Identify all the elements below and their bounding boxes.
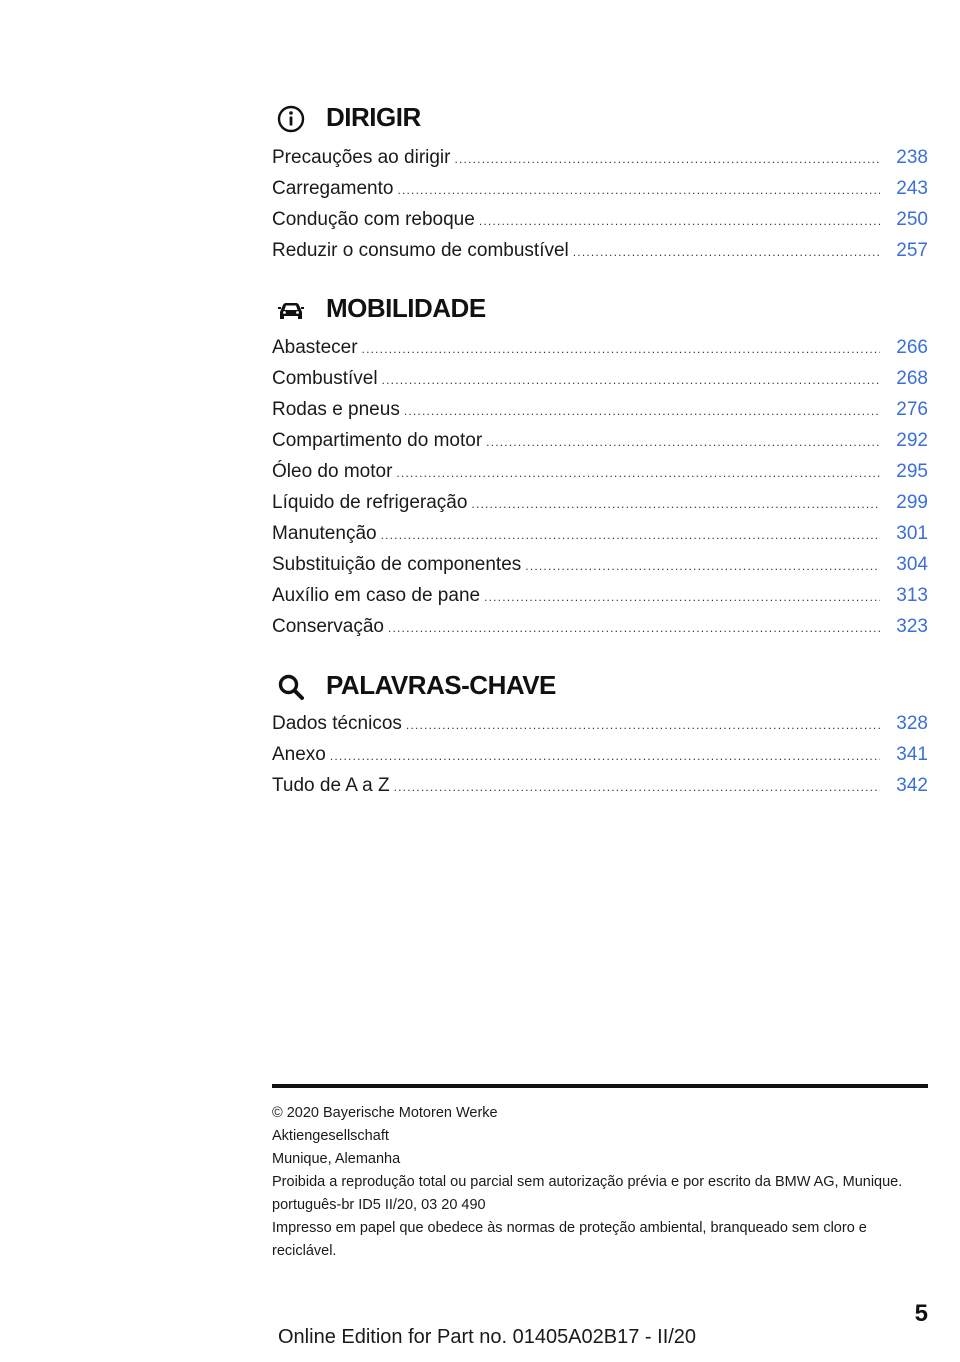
- imprint: [272, 1102, 928, 1263]
- toc-entry-label: Precauções ao dirigir: [272, 147, 451, 168]
- toc-entry-label: Carregamento: [272, 178, 394, 199]
- toc-entry[interactable]: [272, 580, 928, 611]
- section-title: PALAVRAS-CHAVE: [326, 670, 556, 700]
- toc-list: [272, 142, 928, 266]
- toc-entry-label: Rodas e pneus: [272, 399, 400, 420]
- search-icon: [276, 672, 306, 702]
- toc-entry[interactable]: [272, 363, 928, 394]
- leader-dots: [396, 458, 880, 489]
- toc-page-link[interactable]: 301: [896, 523, 928, 544]
- leader-dots: [397, 175, 880, 206]
- toc-entry[interactable]: [272, 456, 928, 487]
- toc-list: [272, 708, 928, 801]
- toc-entry[interactable]: [272, 142, 928, 173]
- toc-entry[interactable]: [272, 425, 928, 456]
- toc-page-link[interactable]: 299: [896, 492, 928, 513]
- toc-entry[interactable]: [272, 332, 928, 363]
- toc-entry-label: Manutenção: [272, 523, 377, 544]
- info-icon: [276, 104, 306, 134]
- section-header: [272, 668, 928, 708]
- car-icon: [276, 295, 306, 325]
- toc-page-link[interactable]: 313: [896, 585, 928, 606]
- toc-entry-label: Substituição de componentes: [272, 554, 522, 575]
- leader-dots: [381, 520, 880, 551]
- section-header: [272, 291, 928, 331]
- imprint-location: Munique, Alemanha: [272, 1151, 401, 1167]
- toc-page-link[interactable]: 238: [896, 147, 928, 168]
- toc-entry[interactable]: [272, 739, 928, 770]
- toc-entry[interactable]: [272, 518, 928, 549]
- toc-entry[interactable]: [272, 173, 928, 204]
- leader-dots: [454, 144, 880, 175]
- toc-entry-label: Óleo do motor: [272, 461, 393, 482]
- imprint-paper: Impresso em papel que obedece às normas de proteção ambiental, branqueado sem cloro e reciclável.: [272, 1220, 867, 1259]
- toc-entry-label: Dados técnicos: [272, 713, 402, 734]
- toc-entry-label: Auxílio em caso de pane: [272, 585, 481, 606]
- toc-entry-label: Condução com reboque: [272, 209, 475, 230]
- section-title: MOBILIDADE: [326, 293, 486, 323]
- section-palavras-chave: [272, 668, 928, 801]
- leader-dots: [362, 334, 880, 365]
- toc-entry-label: Anexo: [272, 744, 326, 765]
- leader-dots: [330, 741, 880, 772]
- toc-entry-label: Tudo de A a Z: [272, 775, 390, 796]
- toc-page-link[interactable]: 292: [896, 430, 928, 451]
- section-header: [272, 100, 928, 140]
- imprint-divider: [272, 1084, 928, 1088]
- toc-page-link[interactable]: 243: [896, 178, 928, 199]
- toc-entry[interactable]: [272, 204, 928, 235]
- toc-entry-label: Abastecer: [272, 337, 358, 358]
- toc-entry-label: Conservação: [272, 616, 384, 637]
- toc-page-link[interactable]: 250: [896, 209, 928, 230]
- leader-dots: [525, 551, 880, 582]
- toc-entry[interactable]: [272, 549, 928, 580]
- toc-page-link[interactable]: 304: [896, 554, 928, 575]
- toc-page-link[interactable]: 295: [896, 461, 928, 482]
- leader-dots: [382, 365, 880, 396]
- toc-entry-label: Líquido de refrigeração: [272, 492, 468, 513]
- leader-dots: [484, 582, 880, 613]
- leader-dots: [573, 237, 880, 268]
- imprint-company: Aktiengesellschaft: [272, 1128, 389, 1144]
- toc-page-link[interactable]: 268: [896, 368, 928, 389]
- toc-entry[interactable]: [272, 708, 928, 739]
- toc-page-link[interactable]: 257: [896, 240, 928, 261]
- imprint-rights: Proibida a reprodução total ou parcial sem autorização prévia e por escrito da BMW AG, Munique.: [272, 1174, 903, 1190]
- leader-dots: [479, 206, 880, 237]
- toc-entry[interactable]: [272, 235, 928, 266]
- toc-entry-label: Reduzir o consumo de combustível: [272, 240, 569, 261]
- page-number: 5: [914, 1300, 928, 1327]
- toc-entry-label: Combustível: [272, 368, 378, 389]
- toc-entry-label: Compartimento do motor: [272, 430, 483, 451]
- leader-dots: [388, 613, 880, 644]
- section-mobilidade: [272, 291, 928, 642]
- section-dirigir: [272, 100, 928, 266]
- imprint-edition: português-br ID5 II/20, 03 20 490: [272, 1197, 486, 1213]
- toc-page-link[interactable]: 266: [896, 337, 928, 358]
- leader-dots: [406, 710, 880, 741]
- toc-page-link[interactable]: 323: [896, 616, 928, 637]
- leader-dots: [486, 427, 880, 458]
- imprint-copyright: © 2020 Bayerische Motoren Werke: [272, 1105, 498, 1121]
- toc-entry[interactable]: [272, 611, 928, 642]
- toc-page-link[interactable]: 341: [896, 744, 928, 765]
- leader-dots: [394, 772, 880, 803]
- leader-dots: [471, 489, 880, 520]
- section-title: DIRIGIR: [326, 102, 421, 132]
- toc-page-link[interactable]: 342: [896, 775, 928, 796]
- footer-edition: Online Edition for Part no. 01405A02B17 - II/20: [278, 1326, 697, 1348]
- toc-page-link[interactable]: 328: [896, 713, 928, 734]
- toc-page-link[interactable]: 276: [896, 399, 928, 420]
- leader-dots: [404, 396, 880, 427]
- toc-entry[interactable]: [272, 770, 928, 801]
- toc-entry[interactable]: [272, 487, 928, 518]
- toc-entry[interactable]: [272, 394, 928, 425]
- toc-list: [272, 332, 928, 642]
